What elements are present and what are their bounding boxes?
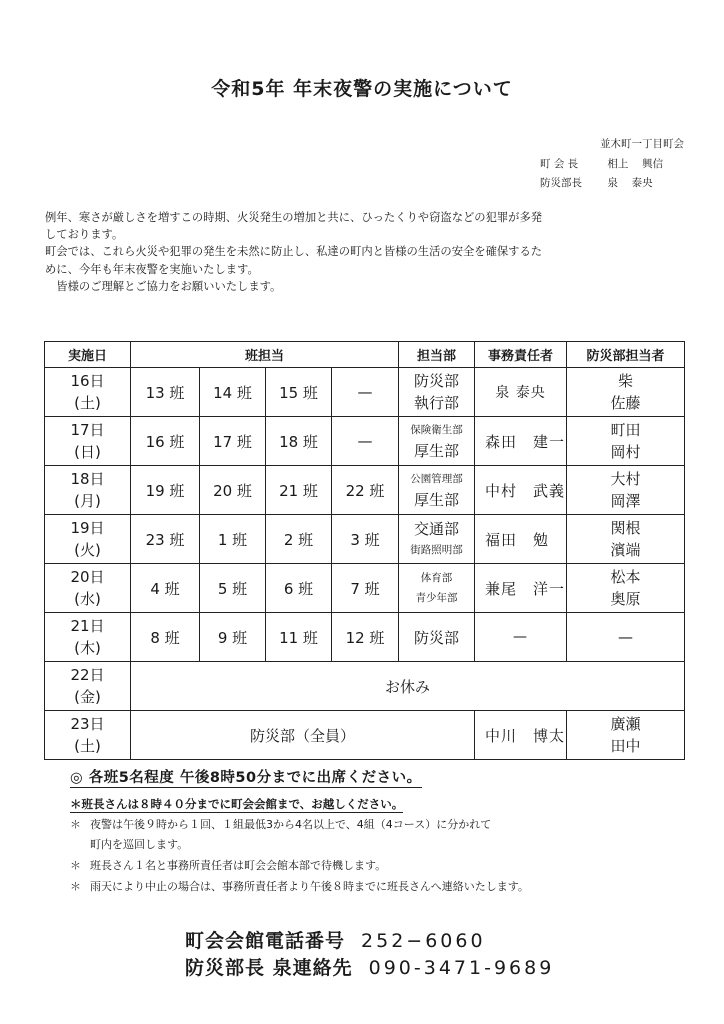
table-row [45, 417, 685, 466]
date-cell: 17日 (日) [45, 417, 131, 466]
date-cell: 18日 (月) [45, 466, 131, 515]
responsible-cell: 福田 勉 [475, 515, 567, 564]
schedule-table [44, 341, 685, 760]
hall-phone-number: 252−6060 [361, 930, 486, 952]
staff-cell: 松本 奥原 [567, 564, 685, 613]
date-cell: 22日 (金) [45, 662, 131, 711]
header-disaster-staff: 防災部担当者 [567, 342, 685, 368]
header-office-responsible: 事務責任者 [475, 342, 567, 368]
intro-paragraph-2: 町会では、これら火災や犯罪の発生を未然に防止し、私達の町内と皆様の生活の安全を確保するた めに、今年も年末夜警を実施いたします。 [45, 245, 543, 276]
team-cell: 13 班 [131, 368, 200, 417]
sender-organization: 並木町一丁目町会 [600, 138, 684, 150]
team-cell: 11 班 [266, 613, 332, 662]
sender-chair [540, 156, 680, 171]
responsible-cell: 泉 泰央 [475, 368, 567, 417]
sender-disaster-head [540, 175, 680, 190]
hall-phone-label: 町会会館電話番号 [185, 930, 346, 952]
team-cell: 21 班 [266, 466, 332, 515]
hall-phone [185, 926, 486, 953]
team-cell: 19 班 [131, 466, 200, 515]
team-cell: 7 班 [332, 564, 399, 613]
header-date: 実施日 [45, 342, 131, 368]
intro-paragraph-1: 例年、寒さが厳しさを増すこの時期、火災発生の増加と共に、ひったくりや窃盗などの犯罪が多発 しております。 [45, 211, 543, 242]
team-cell: 20 班 [200, 466, 266, 515]
date-cell: 19日 (火) [45, 515, 131, 564]
department-cell: 公園管理部 厚生部 [399, 466, 475, 515]
team-cell: 2 班 [266, 515, 332, 564]
responsible-cell: — [475, 613, 567, 662]
responsible-cell: 中川 博太 [475, 711, 567, 760]
disaster-head-phone-label: 防災部長 泉連絡先 [185, 957, 353, 979]
department-cell: 防災部 執行部 [399, 368, 475, 417]
department-cell: 体育部 青少年部 [399, 564, 475, 613]
table-row [45, 466, 685, 515]
team-cell: 23 班 [131, 515, 200, 564]
department-cell: 交通部 街路照明部 [399, 515, 475, 564]
team-cell: 8 班 [131, 613, 200, 662]
note-item: ＊ 班長さん１名と事務所責任者は町会会館本部で待機します。 [70, 859, 387, 872]
responsible-cell: 兼尾 洋一 [475, 564, 567, 613]
team-cell: 18 班 [266, 417, 332, 466]
team-cell: — [332, 417, 399, 466]
team-cell: 14 班 [200, 368, 266, 417]
team-cell: 15 班 [266, 368, 332, 417]
sender-chair-name: 相上 興信 [607, 158, 664, 170]
department-cell: 防災部 [399, 613, 475, 662]
staff-cell: 町田 岡村 [567, 417, 685, 466]
header-teams: 班担当 [131, 342, 399, 368]
sender-disaster-role: 防災部長 [540, 177, 582, 189]
team-cell: 17 班 [200, 417, 266, 466]
staff-cell: 廣瀬 田中 [567, 711, 685, 760]
sender-chair-role: 町 会 長 [540, 158, 579, 170]
responsible-cell: 中村 武義 [475, 466, 567, 515]
table-row [45, 368, 685, 417]
note-item: ＊ 夜警は午後９時から１回、１組最低3から4名以上で、4組（4コース）に分かれて 町内を巡回します。 [70, 818, 492, 851]
date-cell: 16日 (土) [45, 368, 131, 417]
attendance-notice: ◎ 各班5名程度 午後8時50分までに出席ください。 [70, 770, 422, 786]
team-cell: 3 班 [332, 515, 399, 564]
team-cell: 12 班 [332, 613, 399, 662]
holiday-cell: お休み [131, 662, 685, 711]
team-cell: 5 班 [200, 564, 266, 613]
intro-paragraph-3: 皆様のご理解とご協力をお願いいたします。 [45, 279, 282, 293]
team-cell: — [332, 368, 399, 417]
table-row [45, 515, 685, 564]
team-cell: 1 班 [200, 515, 266, 564]
table-header-row [45, 342, 685, 368]
team-cell: 9 班 [200, 613, 266, 662]
date-cell: 23日 (土) [45, 711, 131, 760]
disaster-head-phone [185, 953, 554, 980]
date-cell: 20日 (水) [45, 564, 131, 613]
all-hands-cell: 防災部（全員） [131, 711, 475, 760]
intro-text [45, 209, 685, 295]
table-row-all-hands [45, 711, 685, 760]
note-item: ＊ 雨天により中止の場合は、事務所責任者より午後８時までに班長さんへ連絡いたします。 [70, 880, 529, 893]
team-cell: 4 班 [131, 564, 200, 613]
header-department: 担当部 [399, 342, 475, 368]
staff-cell: 大村 岡澤 [567, 466, 685, 515]
responsible-cell: 森田 建一 [475, 417, 567, 466]
staff-cell: 柴 佐藤 [567, 368, 685, 417]
staff-cell: 関根 濱端 [567, 515, 685, 564]
sender-disaster-name: 泉 泰央 [607, 177, 653, 189]
team-cell: 22 班 [332, 466, 399, 515]
disaster-head-phone-number: 090-3471-9689 [368, 957, 555, 979]
table-row-holiday [45, 662, 685, 711]
department-cell: 保険衛生部 厚生部 [399, 417, 475, 466]
table-row [45, 564, 685, 613]
staff-cell: — [567, 613, 685, 662]
date-cell: 21日 (木) [45, 613, 131, 662]
page-title: 令和5年 年末夜警の実施について [211, 78, 513, 100]
leader-notice: ＊班長さんは８時４０分までに町会会館まで、お越しください。 [70, 797, 404, 811]
team-cell: 16 班 [131, 417, 200, 466]
team-cell: 6 班 [266, 564, 332, 613]
table-row [45, 613, 685, 662]
